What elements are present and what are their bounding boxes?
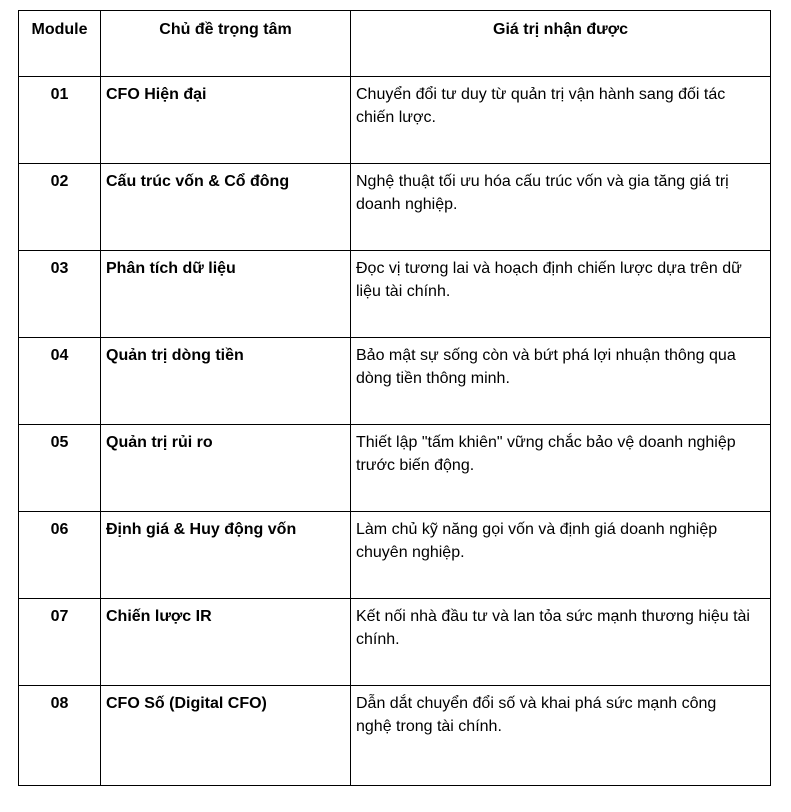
module-topic: Phân tích dữ liệu [101,251,351,338]
table-row [19,425,771,512]
module-number: 06 [19,512,101,599]
module-topic: Định giá & Huy động vốn [101,512,351,599]
module-overview-table [18,10,771,786]
module-value: Kết nối nhà đầu tư và lan tỏa sức mạnh thương hiệu tài chính. [351,599,771,686]
module-number: 03 [19,251,101,338]
module-topic: Quản trị dòng tiền [101,338,351,425]
module-number: 05 [19,425,101,512]
table-row [19,164,771,251]
module-value: Nghệ thuật tối ưu hóa cấu trúc vốn và gia tăng giá trị doanh nghiệp. [351,164,771,251]
module-number: 04 [19,338,101,425]
module-value: Dẫn dắt chuyển đổi số và khai phá sức mạnh công nghệ trong tài chính. [351,686,771,786]
module-value: Làm chủ kỹ năng gọi vốn và định giá doanh nghiệp chuyên nghiệp. [351,512,771,599]
module-number: 02 [19,164,101,251]
table-row [19,338,771,425]
table-row [19,251,771,338]
column-header-module: Module [19,11,101,77]
module-number: 08 [19,686,101,786]
module-topic: CFO Số (Digital CFO) [101,686,351,786]
column-header-topic: Chủ đề trọng tâm [101,11,351,77]
table-row [19,512,771,599]
table-row [19,599,771,686]
module-number: 07 [19,599,101,686]
module-topic: Chiến lược IR [101,599,351,686]
module-topic: Cấu trúc vốn & Cổ đông [101,164,351,251]
module-topic: CFO Hiện đại [101,77,351,164]
module-number: 01 [19,77,101,164]
module-value: Thiết lập "tấm khiên" vững chắc bảo vệ doanh nghiệp trước biến động. [351,425,771,512]
module-topic: Quản trị rủi ro [101,425,351,512]
column-header-value: Giá trị nhận được [351,11,771,77]
table-header-row [19,11,771,77]
table-row [19,77,771,164]
table-row [19,686,771,786]
module-value: Bảo mật sự sống còn và bứt phá lợi nhuận thông qua dòng tiền thông minh. [351,338,771,425]
module-value: Chuyển đổi tư duy từ quản trị vận hành sang đối tác chiến lược. [351,77,771,164]
module-value: Đọc vị tương lai và hoạch định chiến lược dựa trên dữ liệu tài chính. [351,251,771,338]
